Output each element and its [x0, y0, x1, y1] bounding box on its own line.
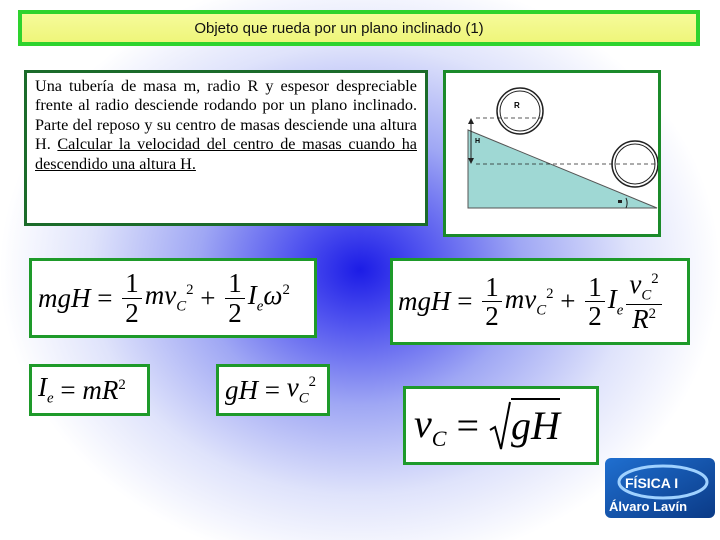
sqrt-sign: [489, 400, 511, 452]
incline-figure: [443, 70, 661, 237]
statement-question: Calcular la velocidad del centro de masas cuando ha descendido una altura H.: [35, 135, 417, 173]
equation-energy-velocity: mgH = $\frac{1}{2}$ $mv_C^2$ + $\frac{1}{2}$ $I_e$ $\frac{v_C^2}{R^2}$: [390, 258, 690, 345]
equation-inertia: $I_e$ = $mR^2$: [29, 364, 150, 416]
equation-simplified: gH = $v_C^2$: [216, 364, 330, 416]
incline-diagram: [446, 73, 658, 234]
page-title: Objeto que rueda por un plano inclinado (1): [194, 19, 484, 37]
logo-graphic: [605, 458, 715, 518]
height-label: H: [475, 138, 481, 145]
angle-mark: [618, 200, 622, 203]
problem-statement: [24, 70, 428, 226]
title-bar: [18, 10, 700, 46]
logo-line1: FÍSICA I: [625, 475, 679, 491]
equation-result: $v_C$ = gH: [403, 386, 599, 465]
logo-line2: Álvaro Lavín: [609, 499, 688, 514]
statement-text: Una tubería de masa m, radio R y espesor despreciable frente al radio desciende rodando por un plano inclinado. Parte del reposo y su centro de masas desciende una altura H.: [35, 77, 417, 154]
pipe-top-circle: [497, 88, 543, 134]
arrow-head-top: [468, 118, 474, 124]
pipe-bottom-inner: [615, 144, 655, 184]
author-logo: [605, 458, 715, 518]
pipe-top-inner: [500, 91, 540, 131]
equation-energy-omega: mgH = $\frac{1}{2}$ $mv_C^2$ + $\frac{1}{2}$ $I_e\omega^2$: [29, 258, 317, 338]
radius-label: R: [514, 101, 520, 110]
